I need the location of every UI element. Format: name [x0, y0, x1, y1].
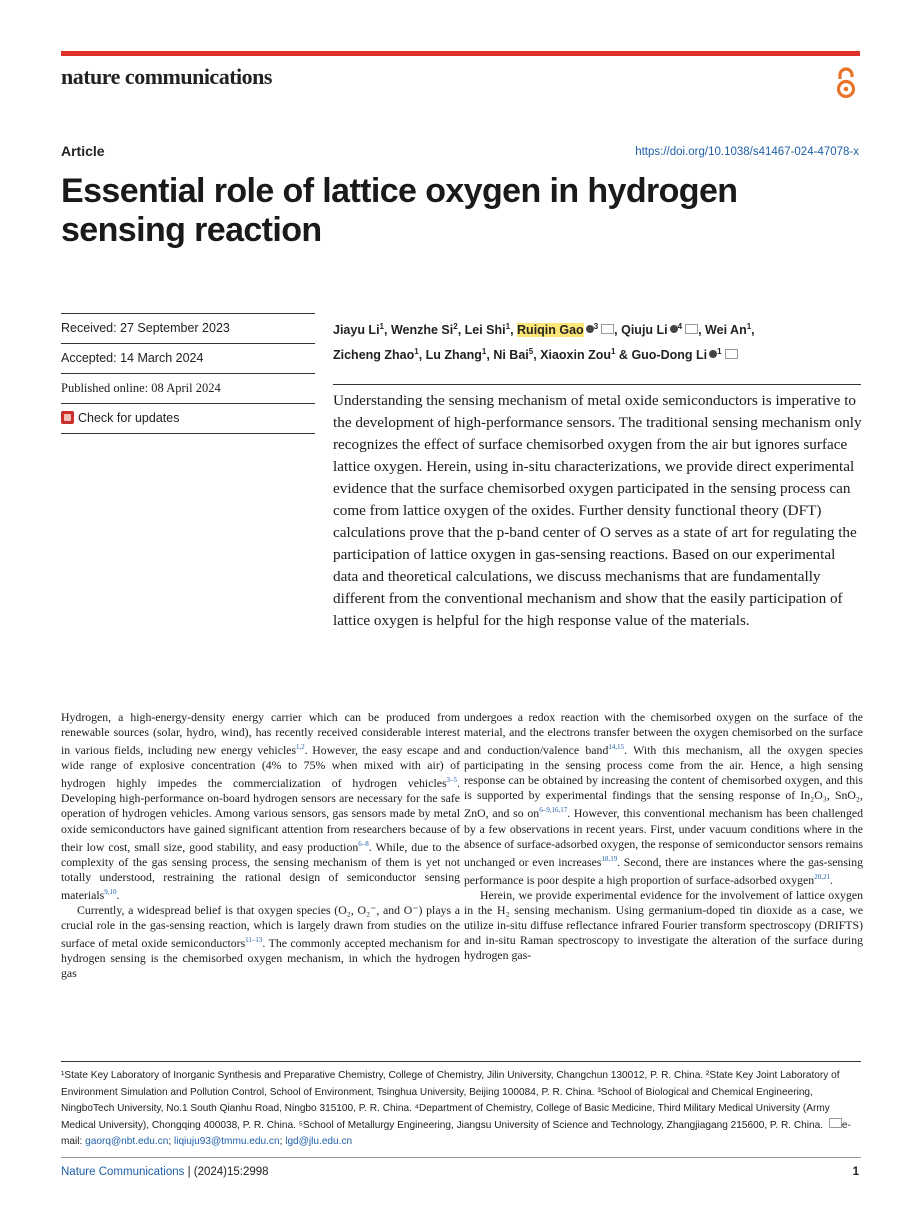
- body-column-right: [464, 710, 863, 963]
- footnote-divider: [61, 1061, 861, 1062]
- reference-link[interactable]: 1,2: [296, 743, 305, 752]
- reference-link[interactable]: 11–13: [245, 936, 263, 944]
- check-updates-icon: [61, 411, 74, 424]
- paragraph: Currently, a widespread belief is that oxygen species (O₂, O₂⁻, and O⁻) plays a crucial role in the gas-sensing reaction, which is largely drawn from studies on the surface of metal oxide semiconductors$^{11-13}$. The commonly accepted mechanism for hydrogen sensing is the chemisorbed oxygen mechanism, in which the hydrogen gas: [61, 902, 460, 981]
- author[interactable]: Wenzhe Si: [390, 323, 454, 338]
- check-updates-label: Check for updates: [78, 411, 180, 425]
- author-highlighted[interactable]: Ruiqin Gao: [517, 323, 584, 338]
- body-column-left: [61, 710, 460, 981]
- reference-link[interactable]: 9,10: [104, 887, 117, 896]
- footer-journal-link[interactable]: Nature Communications: [61, 1166, 185, 1178]
- email-link[interactable]: lgd@jlu.edu.cn: [285, 1136, 353, 1148]
- mail-icon[interactable]: [685, 324, 698, 334]
- author[interactable]: Ni Bai: [493, 348, 529, 363]
- reference-link[interactable]: 6–9,16,17: [539, 806, 568, 815]
- paragraph: undergoes a redox reaction with the chemisorbed oxygen on the surface of the material, and the electrons transfer between the oxygen chemisorbed on the surface and conduction/valence band$^{14,15}$. With this mechanism, all the oxygen species participating in the sensing process come from the air. Hence, a high sensing response can be obtained by increasing the content of chemisorbed oxygen, and this is supported by experimental findings that the sensing response of In₂O₃, SnO₂, ZnO, and so on$^{6-9,16,17}$. However, this conventional mechanism has been challenged by a few observations in recent years. First, under vacuum conditions where in the absence of surface-adsorbed oxygen, the response of semiconductor sensors remains unchanged or even increases$^{18,19}$. Second, there are instances where the gas-sensing performance is poor despite a high proportion of surface-adsorbed oxygen$^{20,21}$.: [464, 710, 864, 887]
- article-meta: [61, 313, 315, 434]
- author[interactable]: Qiuju Li: [621, 323, 668, 338]
- accepted-date: Accepted: 14 March 2024: [61, 343, 315, 373]
- reference-link[interactable]: 6–8: [358, 839, 369, 848]
- author[interactable]: Xiaoxin Zou: [540, 348, 611, 363]
- check-updates-button[interactable]: [61, 403, 315, 434]
- article-type: Article: [61, 143, 105, 159]
- reference-link[interactable]: 14,15: [608, 743, 625, 752]
- mail-icon: [829, 1118, 842, 1128]
- top-accent-bar: [61, 51, 860, 56]
- author[interactable]: Guo-Dong Li: [631, 348, 708, 363]
- open-access-icon[interactable]: [835, 67, 857, 99]
- orcid-icon[interactable]: [709, 350, 717, 358]
- orcid-icon[interactable]: [586, 325, 594, 333]
- reference-link[interactable]: 3–5: [446, 776, 458, 785]
- reference-link[interactable]: 20,21: [814, 872, 830, 881]
- published-date: Published online: 08 April 2024: [61, 373, 315, 403]
- author[interactable]: Lu Zhang: [425, 348, 482, 363]
- reference-link[interactable]: 18,19: [601, 854, 618, 863]
- mail-icon[interactable]: [725, 349, 738, 359]
- email-link[interactable]: liqiuju93@tmmu.edu.cn: [173, 1136, 280, 1148]
- affiliations: ¹State Key Laboratory of Inorganic Synthesis and Preparative Chemistry, College of Chemistry, Jilin University, Changchun 130012, P. R. China. ²State Key Joint Laboratory of Environment Simulation and Pollution Control, School of Environment, Tsinghua University, Beijing 100084, P. R. China. ³School of Biological and Chemical Engineering, NingboTech University, No.1 South Qianhu Road, Ningbo 315100, P. R. China. ⁴Department of Chemistry, College of Basic Medicine, Third Military Medical University (Army Medical University), Chongqing 400038, P. R. China. ⁵School of Metallurgy Engineering, Jiangsu University of Science and Technology, Zhangjiagang 215600, P. R. China. e-mail: gaorq@nbt.edu.cn; liqiuju93@tmmu.edu.cn; lgd@jlu.edu.cn: [61, 1070, 851, 1148]
- paragraph: Herein, we provide experimental evidence for the involvement of lattice oxygen in the H₂ sensing mechanism. Using germanium-doped tin dioxide as a case, we utilize in-situ diffuse reflectance infrared Fourier transform spectroscopy (DRIFTS) and in-situ Raman spectroscopy to investigate the alteration of the surface during hydrogen gas-: [464, 887, 863, 963]
- footer-divider: [61, 1157, 861, 1158]
- email-link[interactable]: gaorq@nbt.edu.cn: [85, 1136, 169, 1148]
- author[interactable]: Jiayu Li: [333, 323, 380, 338]
- article-title: Essential role of lattice oxygen in hydrogen sensing reaction: [61, 172, 738, 249]
- abstract: Understanding the sensing mechanism of metal oxide semiconductors is imperative to the development of high-performance sensors. The traditional sensing mechanism only recognizes the effect of surface chemisorbed oxygen from the air but ignores surface lattice oxygen. Herein, using in-situ characterizations, we provide direct experimental evidence that the surface chemisorbed oxygen participated in the sensing process can come from lattice oxygen of the oxides. Further density functional theory (DFT) calculations prove that the p-band center of O serves as a state of art for regulating the participation of lattice oxygen in gas-sensing reactions. Based on our experimental data and theoretical calculations, we discuss mechanisms that are fundamentally different from the conventional mechanism and show that the easily participation of lattice oxygen is helpful for the high response value of the materials.: [333, 392, 862, 629]
- paragraph: Hydrogen, a high-energy-density energy carrier which can be produced from renewable sources (solar, hydro, wind), has recently received considerable interest in various fields, including new energy vehicles$^{1,2}$. However, the easy escape and wide range of explosive concentration (4% to 75% when mixed with air) of hydrogen highly impedes the commercialization of hydrogen vehicles$^{3-5}$. Developing high-performance on-board hydrogen sensors are necessary for the safe operation of hydrogen vehicles. Among various sensors, gas sensors made by metal oxide semiconductors have gained significant attention from researchers because of their low cost, small size, good stability, and easy production$^{6-8}$. While, due to the complexity of the gas sensing process, the sensing mechanism of them is yet not totally understood, restraining the rational design of semiconductor sensing materials$^{9,10}$.: [61, 710, 460, 902]
- mail-icon[interactable]: [601, 324, 614, 334]
- orcid-icon[interactable]: [670, 325, 678, 333]
- footer-citation: Nature Communications | (2024)15:2998: [61, 1166, 269, 1178]
- abstract-divider: [333, 384, 861, 385]
- author-list: Jiayu Li$^1$, Wenzhe Si$^2$, Lei Shi$^1$, Ruiqin Gao $^3$ , Qiuju Li $^4$ , Wei An$^1$, Zicheng Zhao$^1$, Lu Zhang$^1$, Ni Bai$^5$, Xiaoxin Zou$^1$ & Guo-Dong Li $^1$: [333, 322, 755, 363]
- received-date: Received: 27 September 2023: [61, 313, 315, 343]
- author[interactable]: Zicheng Zhao: [333, 348, 415, 363]
- author[interactable]: Wei An: [705, 323, 747, 338]
- doi-link[interactable]: https://doi.org/10.1038/s41467-024-47078-x: [635, 146, 859, 158]
- journal-name[interactable]: nature communications: [61, 64, 272, 89]
- page-number: 1: [852, 1166, 859, 1178]
- author[interactable]: Lei Shi: [464, 323, 506, 338]
